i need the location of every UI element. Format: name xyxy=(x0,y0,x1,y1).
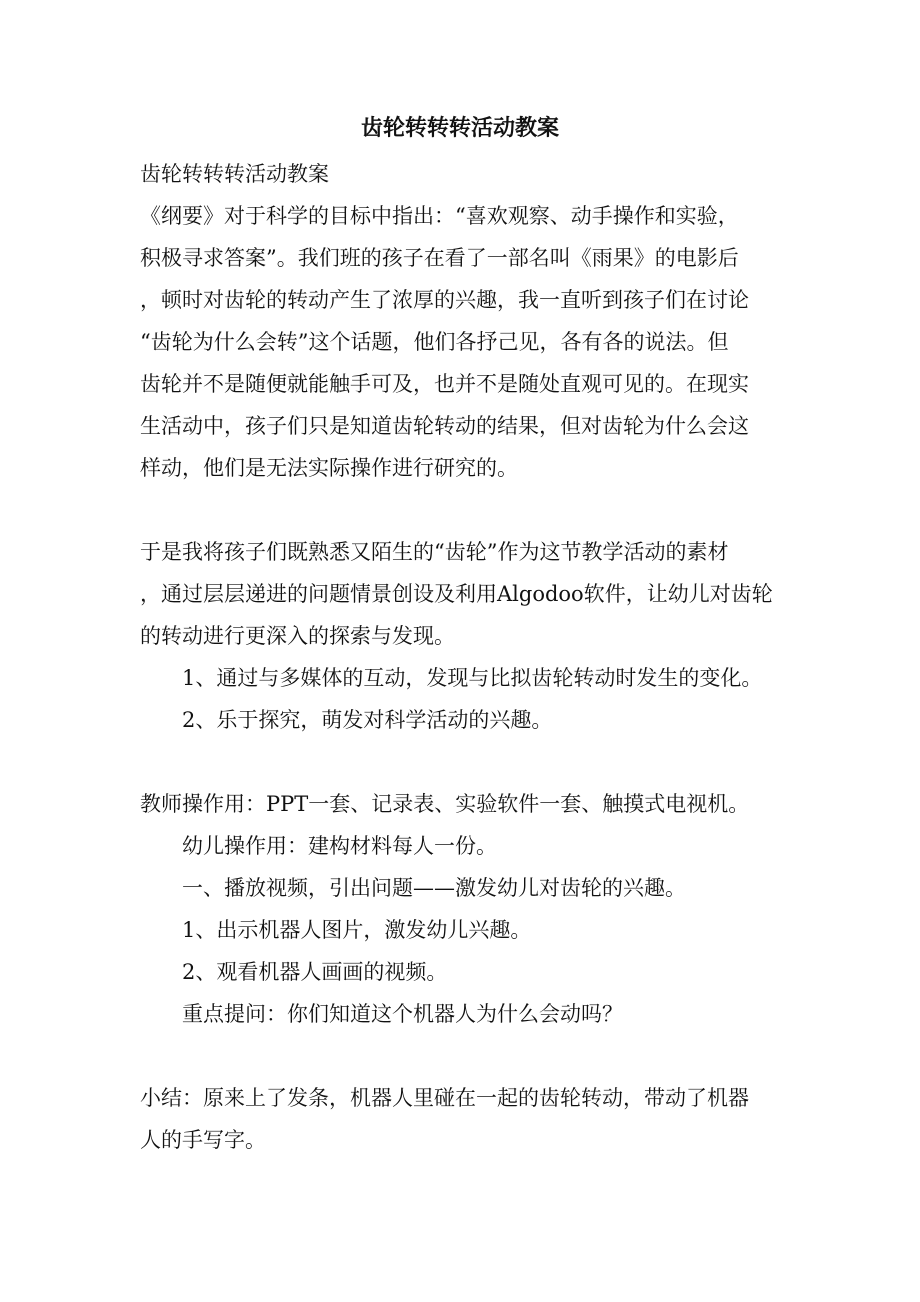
step-1-item-1: 1、出示机器人图片，激发幼儿兴趣。 xyxy=(182,918,532,942)
child-materials: 幼儿操作用：建构材料每人一份。 xyxy=(182,834,497,858)
paragraph-2-line-2: ，通过层层递进的问题情景创设及利用Algodoo软件，让幼儿对齿轮 xyxy=(140,582,773,606)
paragraph-1-line-2: 积极寻求答案”。我们班的孩子在看了一部名叫《雨果》的电影后 xyxy=(140,246,739,270)
paragraph-1-line-5: 齿轮并不是随便就能触手可及，也并不是随处直观可见的。在现实 xyxy=(140,372,749,396)
paragraph-1-line-1: 《纲要》对于科学的目标中指出：“喜欢观察、动手操作和实验， xyxy=(140,204,739,228)
summary-line-2: 人的手写字。 xyxy=(140,1128,266,1152)
paragraph-1-line-6: 生活动中，孩子们只是知道齿轮转动的结果，但对齿轮为什么会这 xyxy=(140,414,749,438)
goal-1: 1、通过与多媒体的互动，发现与比拟齿轮转动时发生的变化。 xyxy=(182,666,763,690)
key-question: 重点提问：你们知道这个机器人为什么会动吗？ xyxy=(182,1002,623,1026)
goal-2: 2、乐于探究，萌发对科学活动的兴趣。 xyxy=(182,708,553,732)
summary-line-1: 小结：原来上了发条，机器人里碰在一起的齿轮转动，带动了机器 xyxy=(140,1086,749,1110)
paragraph-1-line-3: ，顿时对齿轮的转动产生了浓厚的兴趣，我一直听到孩子们在讨论 xyxy=(140,288,749,312)
step-1-item-2: 2、观看机器人画画的视频。 xyxy=(182,960,448,984)
teacher-materials: 教师操作用：PPT一套、记录表、实验软件一套、触摸式电视机。 xyxy=(140,792,750,816)
document-subtitle: 齿轮转转转活动教案 xyxy=(140,162,329,186)
document-title: 齿轮转转转活动教案 xyxy=(360,115,559,141)
paragraph-2-line-1: 于是我将孩子们既熟悉又陌生的“齿轮”作为这节教学活动的素材 xyxy=(140,540,729,564)
step-1-title: 一、播放视频，引出问题——激发幼儿对齿轮的兴趣。 xyxy=(182,876,686,900)
paragraph-1-line-4: “齿轮为什么会转”这个话题，他们各抒己见，各有各的说法。但 xyxy=(140,330,729,354)
paragraph-2-line-3: 的转动进行更深入的探索与发现。 xyxy=(140,624,455,648)
paragraph-1-line-7: 样动，他们是无法实际操作进行研究的。 xyxy=(140,456,518,480)
